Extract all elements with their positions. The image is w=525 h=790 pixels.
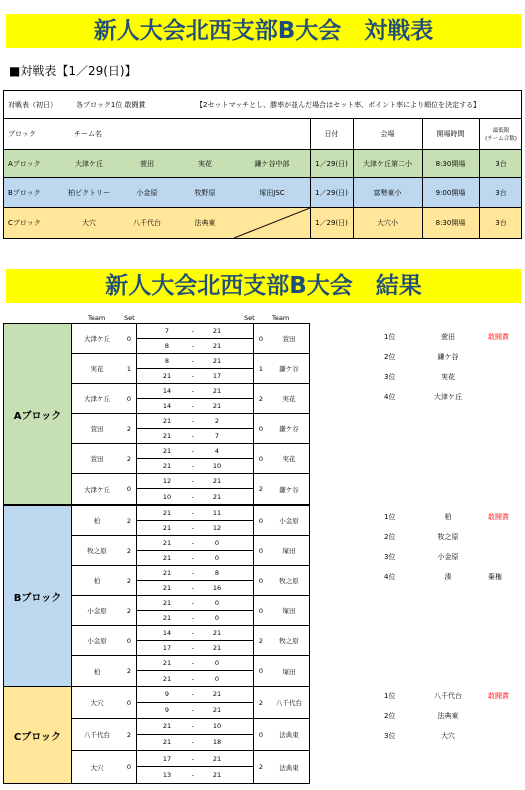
results-banner: 新人大会北西支部B大会 結果 (6, 269, 521, 303)
schedule-subheading: ■対戦表【1／29(日)】 (9, 64, 137, 78)
set-score-dash: - (191, 416, 195, 425)
set-score-home: 8 (164, 341, 170, 350)
set-score-dash: - (191, 583, 195, 592)
ranking-position: 3位 (384, 373, 396, 381)
match-away-team: 法典東 (279, 731, 299, 739)
set-score-home: 13 (162, 771, 172, 779)
set-score-away: 17 (212, 371, 222, 380)
ranking-team: 八千代台 (434, 692, 462, 700)
set-score-away: 10 (212, 722, 222, 731)
match-row (72, 596, 310, 626)
ranking-team: 法典東 (437, 712, 459, 720)
set-score-home: 21 (162, 523, 172, 532)
schedule-team-name: 大津ケ丘 (75, 159, 103, 168)
set-score-line (136, 339, 254, 354)
schedule-info-award: 各ブロック1位 敢闘賞 (76, 100, 146, 109)
match-home-setcount: 0 (126, 763, 132, 771)
set-score-away: 0 (214, 538, 220, 547)
match-home-setcount: 2 (126, 516, 132, 525)
set-score-dash: - (191, 568, 195, 577)
match-away-team: 萱田 (282, 335, 296, 343)
set-score-home: 17 (162, 643, 172, 652)
set-score-line (136, 399, 254, 414)
match-row (72, 536, 310, 566)
ranking-note: 敢闘賞 (488, 513, 509, 521)
match-away-setcount: 0 (258, 576, 264, 585)
set-score-away: 2 (214, 416, 220, 425)
match-row (72, 687, 310, 719)
set-score-away: 0 (214, 553, 220, 562)
match-away-team: 鎌ケ谷 (279, 425, 299, 433)
set-score-line (136, 687, 254, 703)
set-score-dash: - (191, 613, 195, 622)
schedule-venue: 大穴小 (377, 219, 398, 227)
match-row (72, 324, 310, 354)
set-score-dash: - (191, 431, 195, 440)
set-score-line (136, 474, 254, 489)
set-score-dash: - (191, 386, 195, 395)
match-set-scores (136, 719, 254, 750)
set-score-line (136, 719, 254, 735)
schedule-team-name: 実花 (198, 159, 212, 168)
match-home-team: 大津ケ丘 (84, 335, 110, 343)
match-away-team: 牧之原 (279, 637, 299, 645)
ranking-position: 4位 (384, 573, 396, 581)
set-score-home: 21 (162, 613, 172, 622)
ranking-position: 3位 (384, 732, 396, 740)
schedule-team-name: 塚田JSC (259, 188, 285, 197)
match-home-setcount: 0 (126, 485, 132, 493)
match-home-team: 小金原 (87, 607, 107, 615)
set-score-away: 21 (212, 341, 222, 350)
match-home-team: 萱田 (90, 455, 104, 463)
ranking-position: 1位 (384, 333, 396, 341)
set-score-dash: - (191, 754, 195, 763)
match-set-scores (136, 687, 254, 718)
set-score-line (136, 641, 254, 656)
set-score-line (136, 581, 254, 596)
set-score-dash: - (191, 771, 195, 779)
match-home-setcount: 0 (126, 636, 132, 645)
match-home-setcount: 0 (126, 394, 132, 403)
match-away-setcount: 2 (258, 698, 264, 707)
ranking-team: 大穴 (441, 732, 455, 740)
set-score-away: 7 (214, 431, 220, 440)
schedule-banner: 新人大会北西支部B大会 対戦表 (6, 14, 521, 48)
set-score-away: 21 (212, 690, 222, 699)
set-score-away: 21 (212, 356, 222, 365)
set-score-line (136, 656, 254, 671)
set-score-dash: - (191, 628, 195, 637)
ranking-position: 2位 (384, 353, 396, 361)
match-home-setcount: 0 (126, 698, 132, 707)
schedule-date: 1／29(日) (315, 159, 348, 168)
set-score-away: 10 (212, 461, 222, 470)
set-score-dash: - (191, 401, 195, 410)
set-score-home: 12 (162, 477, 172, 485)
set-score-away: 21 (212, 326, 222, 335)
set-score-home: 10 (162, 492, 172, 501)
set-score-dash: - (191, 371, 195, 380)
match-home-setcount: 2 (126, 454, 132, 463)
set-score-line (136, 596, 254, 611)
ranking-position: 2位 (384, 712, 396, 720)
set-score-dash: - (191, 659, 195, 667)
match-home-team: 八千代台 (84, 731, 110, 739)
ranking-team: 大津ケ丘 (434, 393, 462, 401)
col-team-right: Team (272, 314, 290, 322)
schedule-row-b (4, 178, 521, 208)
match-away-team: 実花 (282, 395, 296, 403)
set-score-away: 0 (214, 659, 220, 667)
schedule-team-name: 小金原 (136, 188, 158, 197)
result-grid-b (3, 505, 310, 687)
set-score-line (136, 354, 254, 369)
match-row (72, 384, 310, 414)
ranking-team: 小金原 (437, 553, 459, 561)
match-away-team: 八千代台 (276, 699, 302, 707)
set-score-away: 4 (214, 446, 220, 455)
set-score-away: 18 (212, 738, 222, 747)
match-away-setcount: 0 (258, 454, 264, 463)
schedule-info-row (4, 91, 521, 119)
set-score-line (136, 324, 254, 339)
set-score-away: 21 (212, 754, 222, 763)
match-home-setcount: 2 (126, 606, 132, 615)
match-away-team: 塚田 (282, 667, 296, 676)
match-away-setcount: 0 (258, 546, 264, 555)
ranking-team: 湊 (444, 573, 452, 581)
set-score-away: 21 (212, 492, 222, 501)
schedule-info-label: 対戦表（初日） (8, 100, 57, 109)
set-score-line (136, 551, 254, 566)
set-score-home: 14 (162, 628, 172, 637)
ranking-position: 2位 (384, 533, 396, 541)
result-block-label: Aブロック (4, 324, 72, 504)
set-score-home: 8 (164, 356, 170, 365)
set-score-line (136, 671, 254, 686)
match-away-team: 法典東 (279, 763, 299, 772)
match-away-team: 鎌ケ谷 (279, 365, 299, 373)
schedule-team-name: 柏ビクトリー (68, 188, 110, 197)
match-row (72, 506, 310, 536)
ranking-team: 鎌ケ谷 (437, 353, 459, 361)
match-home-team: 柏 (93, 577, 101, 585)
set-score-away: 21 (212, 628, 222, 637)
match-row (72, 444, 310, 474)
schedule-table (3, 90, 522, 239)
match-set-scores (136, 324, 254, 353)
match-away-setcount: 2 (258, 394, 264, 403)
match-away-setcount: 0 (258, 334, 264, 343)
set-score-line (136, 414, 254, 429)
match-home-setcount: 2 (126, 576, 132, 585)
set-score-away: 0 (214, 613, 220, 622)
set-score-away: 21 (212, 643, 222, 652)
match-home-team: 萱田 (90, 425, 104, 433)
set-score-home: 21 (162, 583, 172, 592)
set-score-away: 0 (214, 598, 220, 607)
set-score-home: 21 (162, 674, 172, 683)
schedule-time: 8:30開場 (435, 219, 466, 227)
ranking-team: 柏 (444, 513, 452, 521)
ranking-note: 敢闘賞 (488, 333, 509, 341)
set-score-line (136, 506, 254, 521)
match-set-scores (136, 751, 254, 783)
match-home-team: 大津ケ丘 (84, 395, 110, 403)
set-score-home: 17 (162, 754, 172, 763)
schedule-row-a (4, 150, 521, 178)
ranking-position: 4位 (384, 393, 396, 401)
set-score-line (136, 611, 254, 626)
set-score-line (136, 521, 254, 536)
set-score-line (136, 536, 254, 551)
header-time: 開場時間 (436, 130, 465, 138)
match-set-scores (136, 506, 254, 535)
empty-slot-slash (234, 208, 310, 238)
schedule-team-name: 萱田 (140, 159, 154, 168)
set-score-dash: - (191, 643, 195, 652)
set-score-home: 21 (162, 538, 172, 547)
col-team-left: Team (88, 314, 106, 322)
match-set-scores (136, 414, 254, 443)
set-score-line (136, 489, 254, 504)
set-score-line (136, 751, 254, 767)
schedule-row-c (4, 208, 521, 238)
ranking-note: 敢闘賞 (488, 692, 509, 700)
ranking-position: 1位 (384, 513, 396, 521)
set-score-dash: - (191, 492, 195, 501)
set-score-line (136, 459, 254, 474)
match-away-setcount: 1 (258, 364, 264, 373)
set-score-line (136, 429, 254, 444)
match-away-setcount: 2 (258, 636, 264, 645)
set-score-home: 21 (162, 659, 172, 667)
match-away-team: 牧之原 (279, 577, 299, 585)
set-score-dash: - (191, 326, 195, 335)
set-score-home: 21 (162, 371, 172, 380)
set-score-away: 12 (212, 523, 222, 532)
match-away-team: 塚田 (282, 547, 296, 555)
match-home-setcount: 1 (126, 364, 132, 373)
set-score-home: 21 (162, 722, 172, 731)
schedule-info-rule: 【2セットマッチとし、勝率が並んだ場合はセット率、ポイント率により順位を決定する】 (196, 100, 481, 109)
schedule-team-name: 鎌ケ谷中部 (254, 159, 290, 168)
set-score-dash: - (191, 722, 195, 731)
col-set-left: Set (124, 314, 135, 322)
schedule-team-name: 八千代台 (133, 219, 161, 227)
set-score-line (136, 703, 254, 719)
set-score-dash: - (191, 706, 195, 715)
match-set-scores (136, 474, 254, 504)
match-row (72, 719, 310, 751)
set-score-dash: - (191, 523, 195, 532)
set-score-line (136, 369, 254, 384)
set-score-home: 21 (162, 738, 172, 747)
set-score-dash: - (191, 461, 195, 470)
header-block: ブロック (8, 130, 36, 138)
set-score-home: 21 (162, 446, 172, 455)
result-block-label: Cブロック (4, 687, 72, 783)
set-score-home: 21 (162, 431, 172, 440)
set-score-dash: - (191, 674, 195, 683)
ranking-team: 牧之原 (437, 533, 459, 541)
schedule-time: 8:30開場 (435, 159, 466, 168)
schedule-block-name: Aブロック (8, 159, 41, 168)
schedule-courts: 3台 (495, 159, 507, 168)
match-home-setcount: 0 (126, 334, 132, 343)
match-set-scores (136, 384, 254, 413)
schedule-header-row (4, 119, 521, 150)
match-home-setcount: 2 (126, 667, 132, 675)
match-row (72, 626, 310, 656)
set-score-away: 16 (212, 583, 222, 592)
match-set-scores (136, 536, 254, 565)
header-date: 日付 (324, 130, 339, 138)
match-set-scores (136, 354, 254, 383)
match-away-setcount: 0 (258, 516, 264, 525)
ranking-team: 実花 (441, 373, 455, 381)
result-grid-a (3, 323, 310, 505)
set-score-dash: - (191, 690, 195, 699)
match-row (72, 656, 310, 686)
set-score-dash: - (191, 598, 195, 607)
result-grid-c (3, 686, 310, 784)
match-away-setcount: 0 (258, 730, 264, 739)
result-block-label: Bブロック (4, 506, 72, 686)
set-score-away: 21 (212, 401, 222, 410)
match-set-scores (136, 596, 254, 625)
set-score-line (136, 735, 254, 751)
set-score-home: 21 (162, 416, 172, 425)
set-score-line (136, 444, 254, 459)
set-score-dash: - (191, 508, 195, 517)
match-row (72, 566, 310, 596)
match-set-scores (136, 566, 254, 595)
set-score-away: 21 (212, 706, 222, 715)
header-venue: 会場 (380, 130, 395, 138)
set-score-away: 21 (212, 386, 222, 395)
set-score-line (136, 626, 254, 641)
ranking-note: 棄権 (488, 573, 502, 581)
match-home-team: 大穴 (90, 763, 104, 772)
schedule-team-name: 法典東 (194, 219, 216, 227)
match-home-team: 柏 (93, 667, 101, 676)
match-row (72, 414, 310, 444)
set-score-home: 21 (162, 553, 172, 562)
set-score-dash: - (191, 553, 195, 562)
schedule-date: 1／29(日) (315, 219, 348, 227)
match-row (72, 354, 310, 384)
header-courts: 最低限 (チーム合数) (485, 128, 517, 142)
match-home-team: 大穴 (90, 699, 104, 707)
match-home-setcount: 2 (126, 546, 132, 555)
set-score-dash: - (191, 538, 195, 547)
schedule-courts: 3台 (495, 219, 507, 227)
set-score-away: 11 (212, 508, 222, 517)
set-score-away: 8 (214, 568, 220, 577)
set-score-home: 14 (162, 401, 172, 410)
match-row (72, 474, 310, 504)
schedule-team-name: 牧野原 (194, 188, 216, 197)
schedule-block-name: Bブロック (8, 188, 41, 197)
ranking-position: 1位 (384, 692, 396, 700)
match-set-scores (136, 626, 254, 655)
set-score-dash: - (191, 477, 195, 485)
match-away-setcount: 0 (258, 667, 264, 675)
set-score-line (136, 384, 254, 399)
ranking-team: 萱田 (441, 333, 455, 341)
match-home-team: 実花 (90, 365, 104, 373)
set-score-home: 9 (164, 690, 170, 699)
set-score-dash: - (191, 341, 195, 350)
schedule-time: 9:00開場 (435, 188, 466, 197)
schedule-team-name: 大穴 (82, 219, 96, 227)
match-home-team: 牧之原 (87, 547, 107, 555)
match-away-setcount: 0 (258, 424, 264, 433)
set-score-dash: - (191, 738, 195, 747)
match-row (72, 751, 310, 783)
schedule-block-name: Cブロック (8, 219, 41, 227)
schedule-courts: 3台 (495, 188, 507, 197)
match-away-team: 塚田 (282, 607, 296, 615)
set-score-home: 21 (162, 461, 172, 470)
ranking-position: 3位 (384, 553, 396, 561)
match-set-scores (136, 444, 254, 473)
set-score-away: 21 (212, 771, 222, 779)
match-home-team: 大津ケ丘 (84, 485, 110, 494)
schedule-date: 1／29(日) (315, 188, 348, 197)
match-away-setcount: 2 (258, 485, 264, 493)
set-score-line (136, 767, 254, 783)
match-set-scores (136, 656, 254, 686)
header-team: チーム名 (74, 130, 102, 138)
set-score-home: 7 (164, 326, 170, 335)
match-home-team: 柏 (93, 517, 101, 525)
schedule-venue: 大津ケ丘第二小 (363, 159, 412, 168)
set-score-line (136, 566, 254, 581)
match-away-team: 実花 (282, 455, 296, 463)
set-score-home: 21 (162, 568, 172, 577)
col-set-right: Set (244, 314, 255, 322)
match-home-team: 小金原 (87, 637, 107, 645)
match-home-setcount: 2 (126, 424, 132, 433)
set-score-home: 21 (162, 598, 172, 607)
set-score-home: 21 (162, 508, 172, 517)
set-score-dash: - (191, 446, 195, 455)
match-home-setcount: 2 (126, 730, 132, 739)
set-score-home: 9 (164, 706, 170, 715)
set-score-dash: - (191, 356, 195, 365)
match-away-team: 鎌ケ谷 (279, 485, 299, 494)
match-away-setcount: 0 (258, 606, 264, 615)
set-score-away: 0 (214, 674, 220, 683)
set-score-away: 21 (212, 477, 222, 485)
match-away-setcount: 2 (258, 763, 264, 771)
set-score-home: 14 (162, 386, 172, 395)
match-away-team: 小金原 (279, 517, 299, 525)
schedule-venue: 富勢東小 (373, 188, 402, 197)
